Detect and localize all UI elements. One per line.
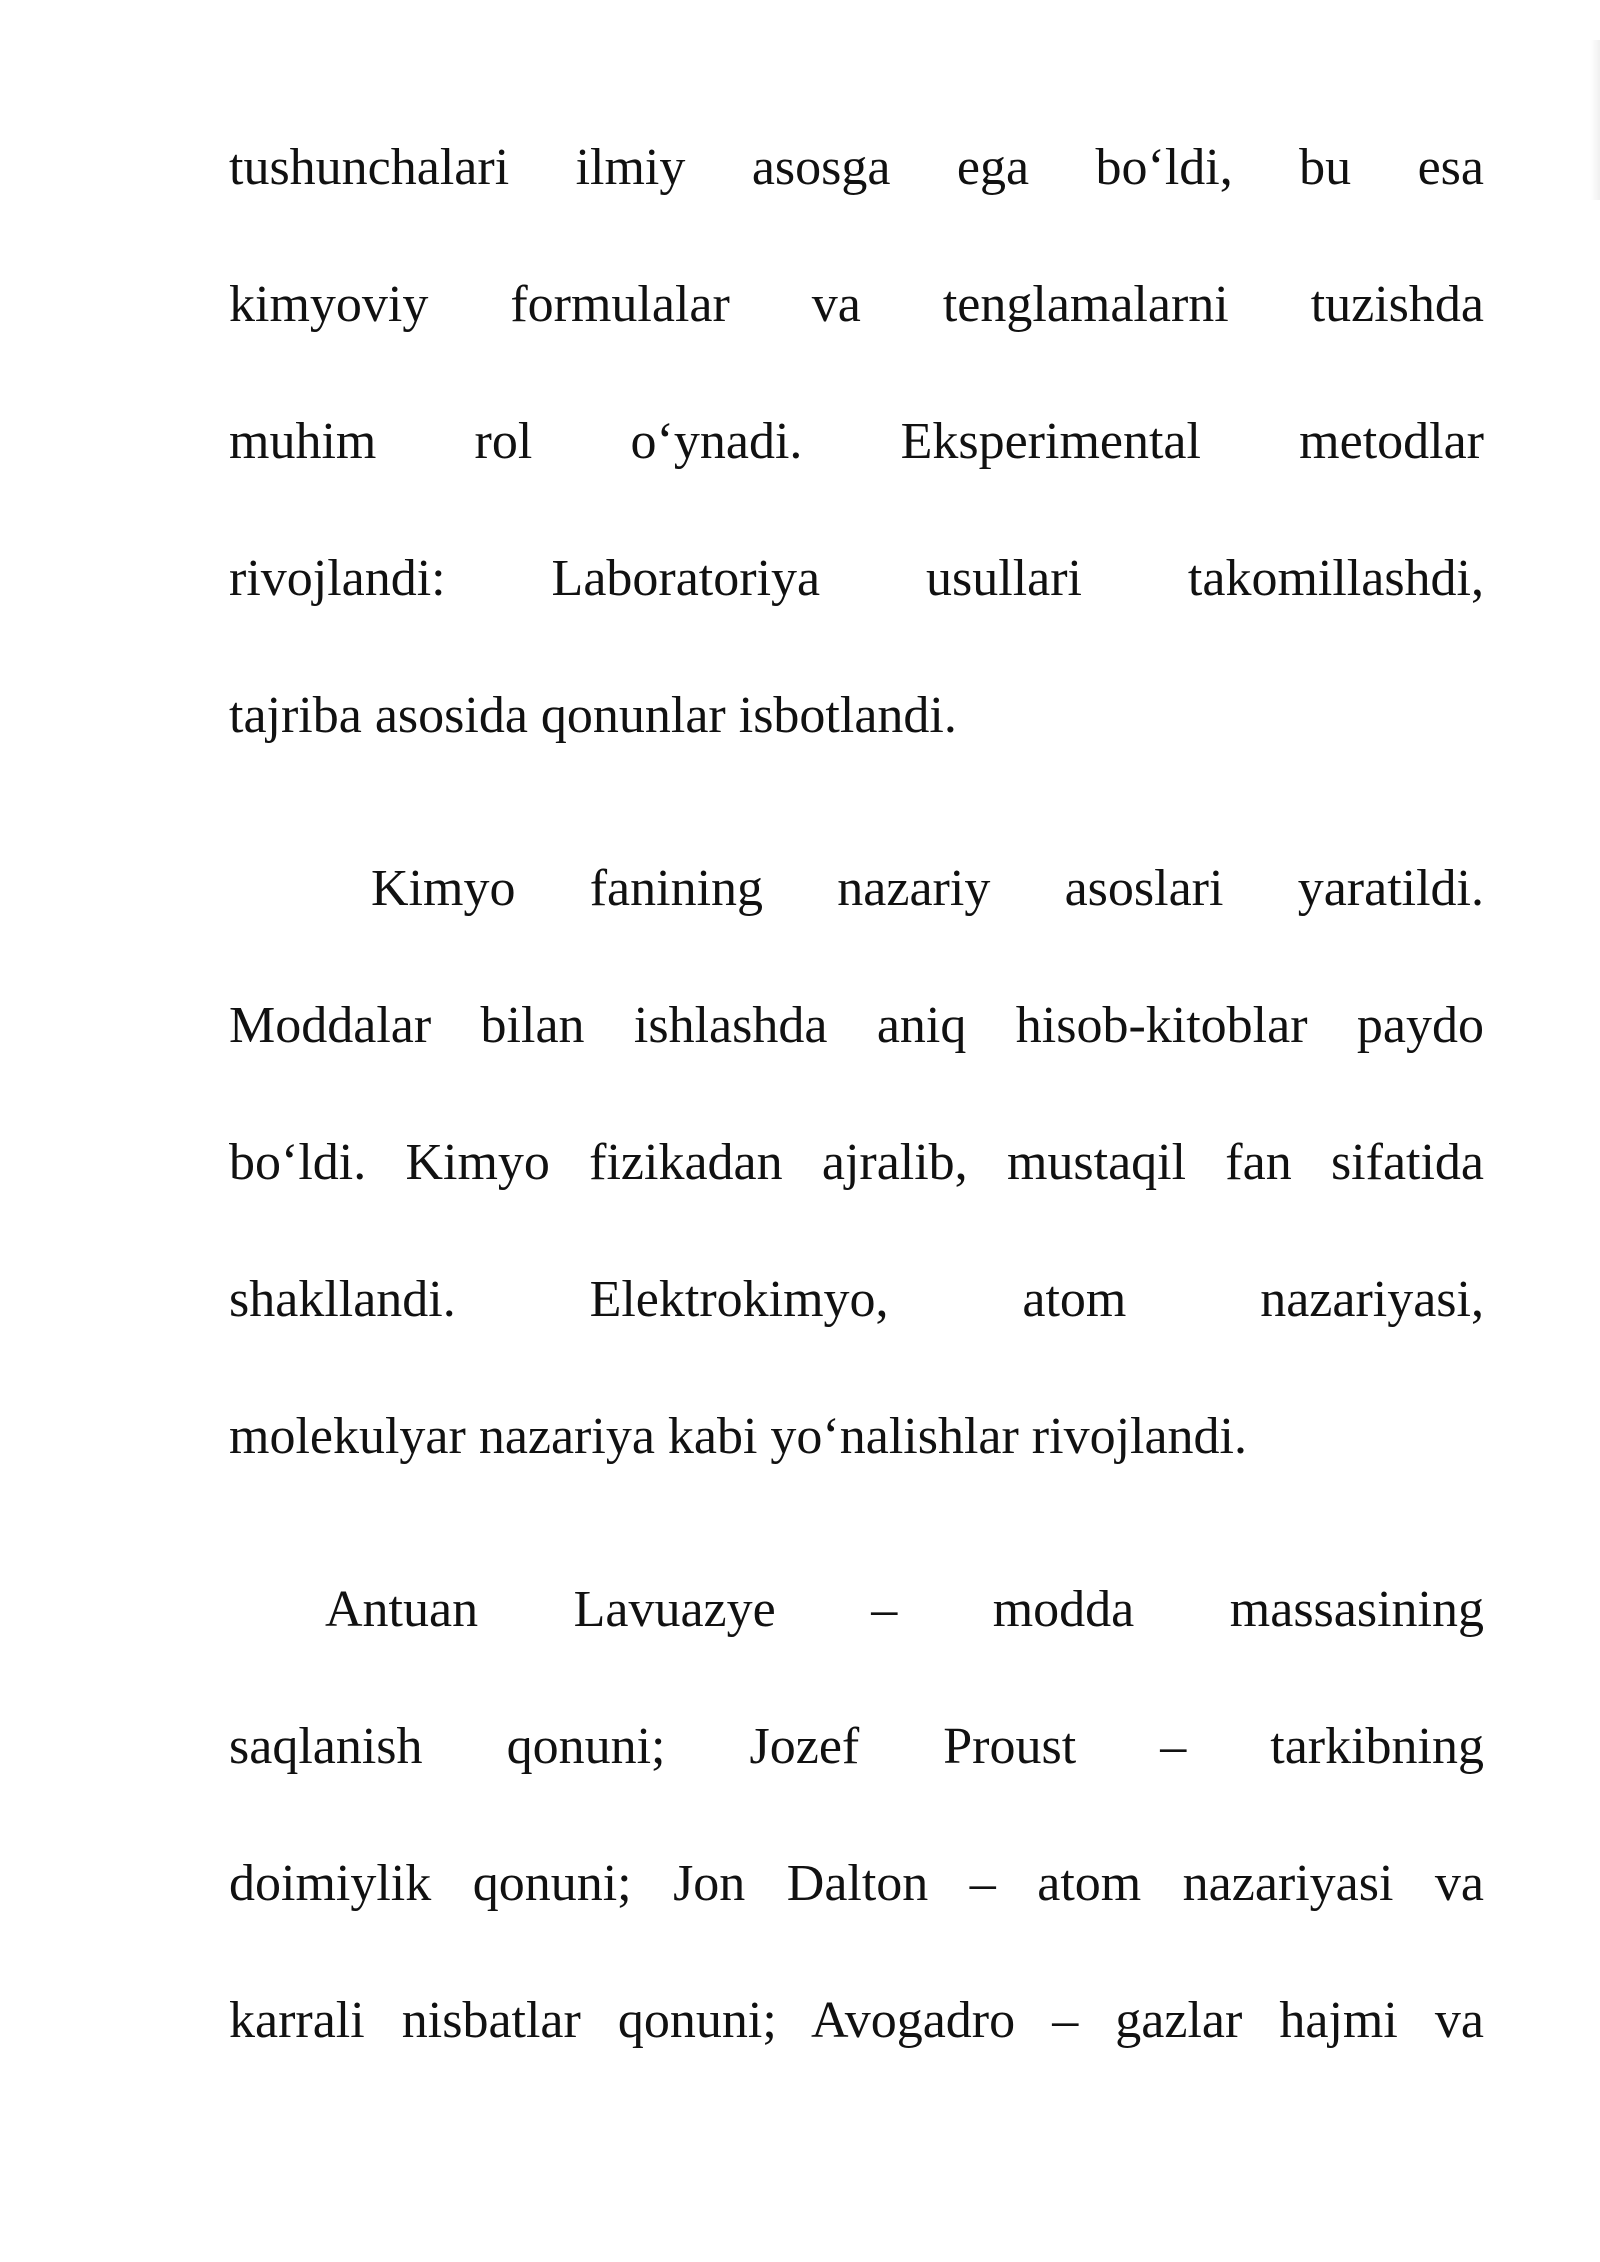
paragraph-2 xyxy=(229,860,1484,1548)
text-line: Moddalar bilan ishlashda aniq hisob-kitoblar paydo xyxy=(229,997,1484,1054)
text-line: karrali nisbatlar qonuni; Avogadro – gazlar hajmi va xyxy=(229,1992,1484,2049)
text-line: tajriba asosida qonunlar isbotlandi. xyxy=(229,687,957,744)
text-line: Kimyo fanining nazariy asoslari yaratildi. xyxy=(371,860,1484,917)
paragraph-3 xyxy=(229,1581,1484,2132)
body-text xyxy=(229,139,1484,2132)
paragraph-spacer xyxy=(229,1548,1484,1584)
text-line: muhim rol o‘ynadi. Eksperimental metodlar xyxy=(229,413,1484,470)
text-line: Antuan Lavuazye – modda massasining xyxy=(325,1581,1484,1638)
text-line: molekulyar nazariya kabi yo‘nalishlar rivojlandi. xyxy=(229,1408,1247,1465)
paragraph-1 xyxy=(229,139,1484,827)
paragraph-spacer xyxy=(229,827,1484,863)
text-line: kimyoviy formulalar va tenglamalarni tuzishda xyxy=(229,276,1484,333)
text-line: tushunchalari ilmiy asosga ega bo‘ldi, bu esa xyxy=(229,139,1484,196)
text-line: shakllandi. Elektrokimyo, atom nazariyasi, xyxy=(229,1271,1484,1328)
text-line: rivojlandi: Laboratoriya usullari takomillashdi, xyxy=(229,550,1484,607)
page-edge-shadow xyxy=(1590,40,1600,200)
text-line: bo‘ldi. Kimyo fizikadan ajralib, mustaqil fan sifatida xyxy=(229,1134,1484,1191)
text-line: saqlanish qonuni; Jozef Proust – tarkibning xyxy=(229,1718,1484,1775)
text-line: doimiylik qonuni; Jon Dalton – atom nazariyasi va xyxy=(229,1855,1484,1912)
